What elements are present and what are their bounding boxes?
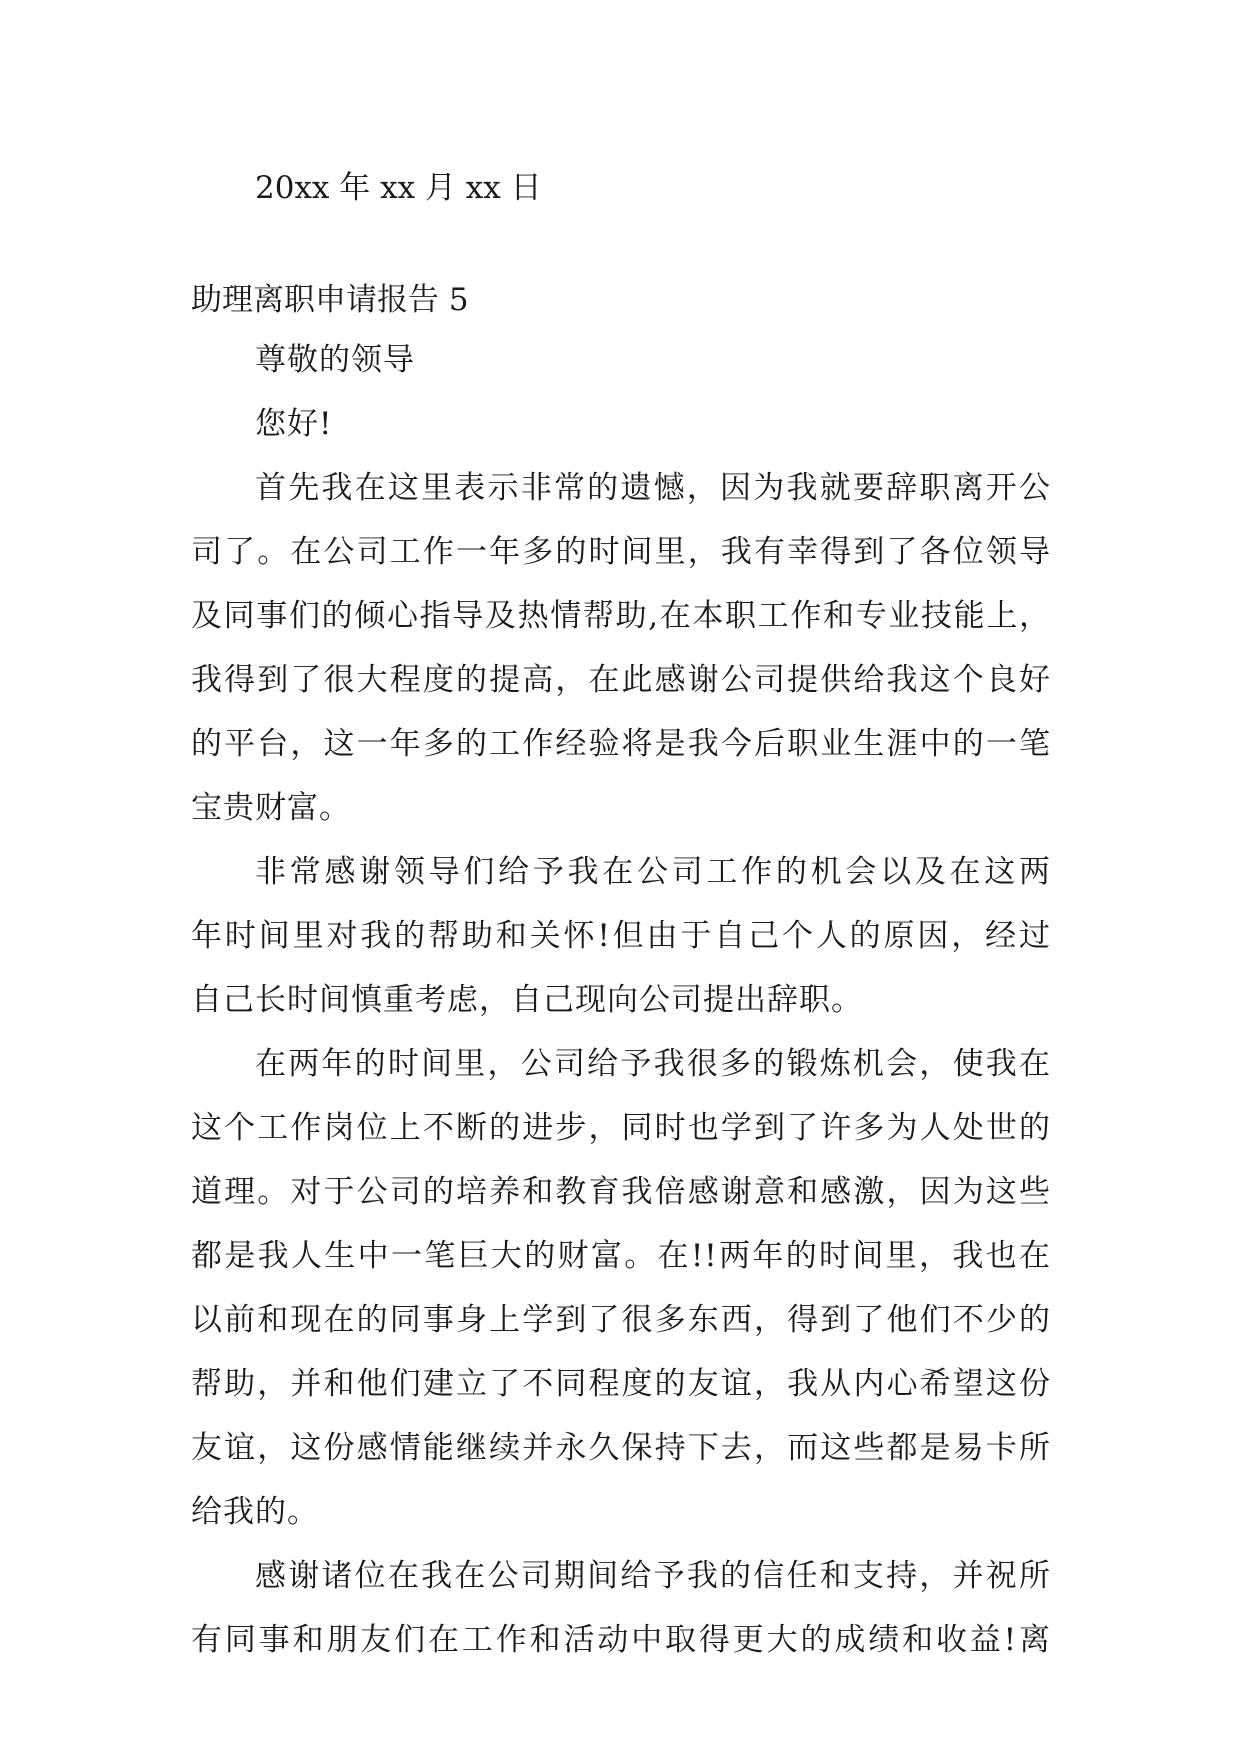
paragraph-line: 非常感谢领导们给予我在公司工作的机会以及在这两 — [255, 854, 1051, 890]
paragraph-3 — [191, 1032, 1051, 1544]
paragraph-line: 及同事们的倾心指导及热情帮助,在本职工作和专业技能上， — [191, 598, 1051, 634]
paragraph-line: 道理。对于公司的培养和教育我倍感谢意和感激，因为这些 — [191, 1174, 1051, 1210]
date-line: 20xx 年 xx 月 xx 日 — [255, 170, 542, 206]
document-title: 助理离职申请报告 5 — [191, 282, 469, 318]
paragraph-line: 友谊，这份感情能继续并永久保持下去，而这些都是易卡所 — [191, 1430, 1051, 1466]
paragraph-line: 这个工作岗位上不断的进步，同时也学到了许多为人处世的 — [191, 1110, 1051, 1146]
paragraph-line: 都是我人生中一笔巨大的财富。在!!两年的时间里，我也在 — [191, 1238, 1051, 1274]
paragraph-line: 有同事和朋友们在工作和活动中取得更大的成绩和收益!离 — [191, 1622, 1051, 1658]
paragraph-line: 的平台，这一年多的工作经验将是我今后职业生涯中的一笔 — [191, 726, 1051, 762]
paragraph-line: 司了。在公司工作一年多的时间里，我有幸得到了各位领导 — [191, 534, 1051, 570]
paragraph-line: 帮助，并和他们建立了不同程度的友谊，我从内心希望这份 — [191, 1366, 1051, 1402]
paragraph-line: 首先我在这里表示非常的遗憾，因为我就要辞职离开公 — [255, 470, 1051, 506]
salutation: 尊敬的领导 — [255, 342, 415, 378]
paragraph-line: 年时间里对我的帮助和关怀!但由于自己个人的原因，经过 — [191, 918, 1051, 954]
paragraph-line: 给我的。 — [191, 1494, 319, 1530]
greeting: 您好! — [255, 406, 333, 442]
paragraph-4 — [191, 1544, 1051, 1672]
paragraph-line: 我得到了很大程度的提高，在此感谢公司提供给我这个良好 — [191, 662, 1051, 698]
letter-body — [191, 328, 1051, 1672]
paragraph-line: 宝贵财富。 — [191, 790, 351, 826]
paragraph-1 — [191, 456, 1051, 840]
paragraph-2 — [191, 840, 1051, 1032]
paragraph-line: 在两年的时间里，公司给予我很多的锻炼机会，使我在 — [255, 1046, 1051, 1082]
paragraph-line: 自己长时间慎重考虑，自己现向公司提出辞职。 — [191, 982, 863, 1018]
paragraph-line: 以前和现在的同事身上学到了很多东西，得到了他们不少的 — [191, 1302, 1051, 1338]
paragraph-line: 感谢诸位在我在公司期间给予我的信任和支持，并祝所 — [255, 1558, 1051, 1594]
